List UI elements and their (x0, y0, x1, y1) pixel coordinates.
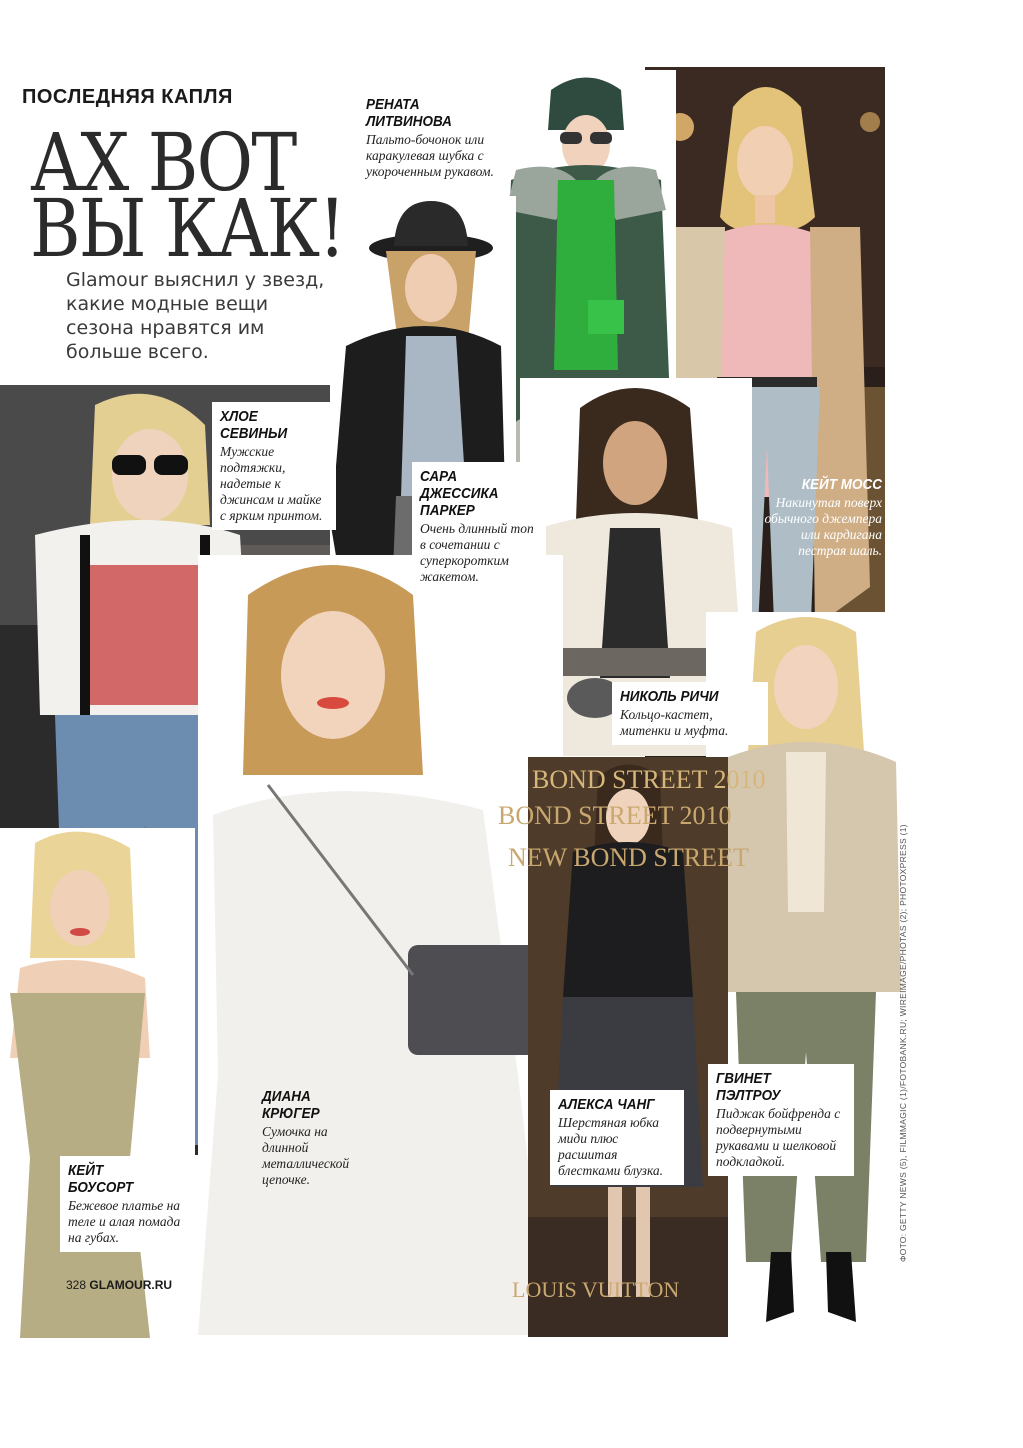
caption-chloe-sevigny (212, 402, 336, 530)
caption-name: НИКОЛЬ РИЧИ (620, 688, 719, 705)
section-label: ПОСЛЕДНЯЯ КАПЛЯ (22, 86, 233, 108)
caption-name: ГВИНЕТ (716, 1070, 771, 1087)
caption-name: ХЛОЕ (220, 408, 258, 425)
site-name: GLAMOUR.RU (89, 1278, 173, 1292)
caption-text: Накинутая поверх обычного джемпера или кардигана пестрая шаль. (764, 495, 882, 558)
caption-gwyneth-paltrow (708, 1064, 854, 1176)
headline-line-2: ВЫ КАК! (30, 182, 345, 275)
caption-name: БОУСОРТ (68, 1179, 134, 1196)
caption-alexa-chung (550, 1090, 684, 1185)
photo-credits: ФОТО: GETTY NEWS (5), FILMMAGIC (1)/FOTOBANK.RU; WIREIMAGE/PHOTAS (2); PHOTOXPRESS (1) (898, 824, 908, 1262)
caption-name: РЕНАТА (366, 96, 420, 113)
caption-text: Сумочка на длинной металлической цепочке. (262, 1124, 350, 1187)
caption-text: Очень длинный топ в сочетании с суперкоротким жакетом. (420, 521, 534, 584)
caption-kate-moss (752, 476, 882, 559)
page-number: 328 (66, 1278, 87, 1292)
caption-name: КЕЙТ (68, 1162, 104, 1179)
caption-name: ДЖЕССИКА (420, 485, 499, 502)
backdrop-text-1: BOND STREET 2010 (532, 765, 766, 794)
headline (30, 116, 396, 275)
caption-diane-kruger (262, 1088, 358, 1188)
caption-name: КЕЙТ МОСС (801, 476, 882, 493)
caption-name: ЛИТВИНОВА (366, 113, 452, 130)
caption-name: ДИАНА (262, 1088, 311, 1105)
page-folio (66, 1278, 172, 1292)
caption-renata-litvinova (366, 96, 506, 180)
caption-nicole-richie (612, 682, 768, 745)
photo-diane-kruger (198, 555, 563, 1335)
caption-text: Бежевое платье на теле и алая помада на губах. (68, 1198, 181, 1245)
subline: Glamour выяснил у звезд, какие модные вещи сезона нравятся им больше всего. (66, 269, 325, 363)
caption-name: СЕВИНЬИ (220, 425, 288, 442)
caption-name: АЛЕКСА ЧАНГ (558, 1096, 655, 1113)
caption-name: ПЭЛТРОУ (716, 1087, 781, 1104)
caption-text: Мужские подтяжки, надетые к джинсам и майке с ярким принтом. (220, 444, 323, 523)
caption-sarah-jessica-parker (412, 462, 546, 591)
backdrop-text-3: NEW BOND STREET (508, 843, 749, 872)
caption-kate-bosworth (60, 1156, 196, 1252)
photo-kate-bosworth (0, 828, 195, 1338)
caption-text: Пиджак бойфренда с подвернутыми рукавами и шелковой подкладкой. (716, 1106, 841, 1169)
headline-line-1: АХ ВОТ (30, 116, 296, 209)
caption-name: САРА (420, 468, 458, 485)
caption-text: Кольцо-кастет, митенки и муфта. (620, 707, 729, 738)
backdrop-text-2: BOND STREET 2010 (498, 801, 732, 830)
caption-name: КРЮГЕР (262, 1105, 320, 1122)
caption-text: Шерстяная юбка миди плюс расшитая блестками блузка. (558, 1115, 664, 1178)
backdrop-text-4: LOUIS VUITTON (512, 1277, 680, 1302)
caption-name: ПАРКЕР (420, 502, 475, 519)
caption-text: Пальто-бочонок или каракулевая шубка с укороченным рукавом. (366, 132, 494, 179)
